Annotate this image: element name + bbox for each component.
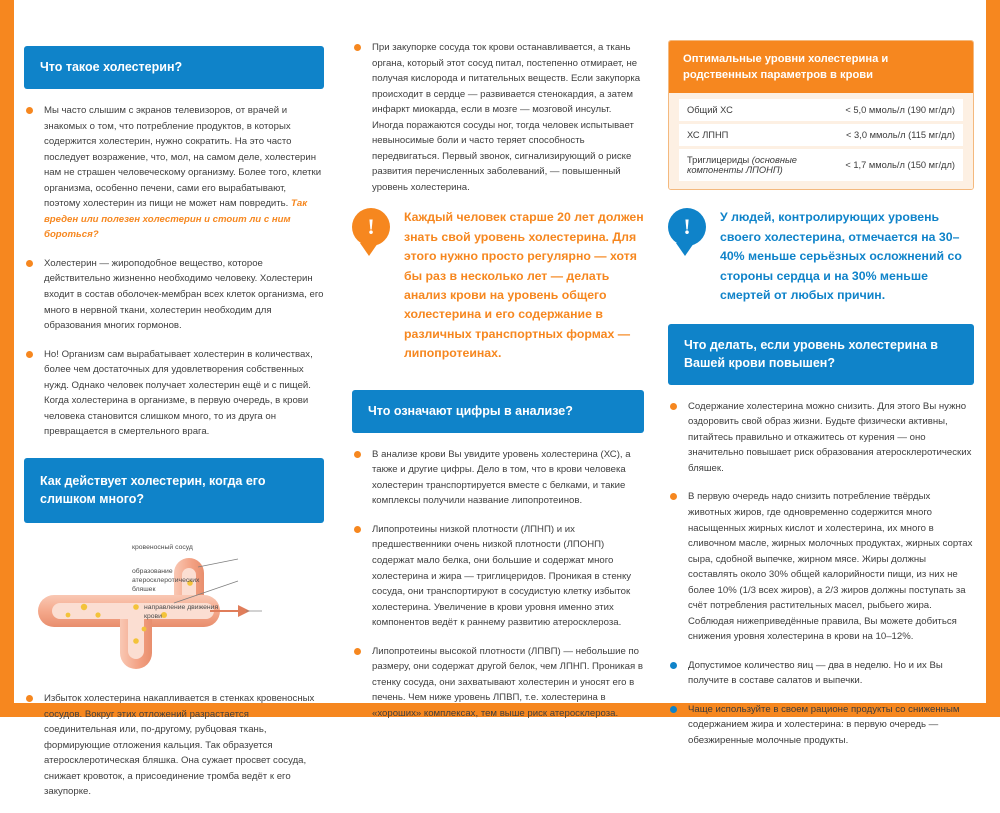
list-item: В первую очередь надо снизить потребление твёрдых животных жиров, где одновременно содержится много насыщенных жирных кислот и холестерина, их много в сливочном масле, жирных молочных продуктах, жирных сортах сыра, сдобной выпечке, жирном мясе. Жиры должны составлять около 30% общей калорийности пищи, из них не более 10% (1/3 всех жиров), а 2/3 жиров должны поступать за счёт потребления растительных масел, рыбьего жира. Соблюдая нижеприведённые правила, Вы можете добиться снижения уровня холестерина в крови на 10–12%. bbox=[668, 489, 974, 644]
column-middle bbox=[352, 40, 644, 734]
bullet-list-intro bbox=[24, 103, 324, 440]
table-cell-name: Общий ХС bbox=[679, 99, 837, 123]
bullet-list-rules bbox=[668, 658, 974, 749]
list-item: Но! Организм сам вырабатывает холестерин в количествах, более чем достаточных для удовлетворения собственных нужд. Однако человек получает холестерин ещё и с пищей. Когда холестерина в организме, в первую очередь, в крови человека становится слишком много, то из друга он превращается в смертельного врага. bbox=[24, 347, 324, 440]
card-title: Оптимальные уровни холестерина и родственных параметров в крови bbox=[669, 41, 973, 93]
bullet-list-plaque bbox=[24, 691, 324, 800]
table-row bbox=[679, 99, 963, 123]
exclamation-icon: ! bbox=[352, 208, 392, 252]
exclamation-icon: ! bbox=[668, 208, 708, 252]
callout-text: Каждый человек старше 20 лет должен знать свой уровень холестерина. Для этого нужно просто регулярно — хотя бы раз в несколько лет — делать анализ крови на уровень общего холестерина и его содержание в различных транспортных формах — липопротеинах. bbox=[404, 210, 644, 361]
emphasis-text: Так вреден или полезен холестерин и стоит ли с ним бороться? bbox=[44, 198, 308, 241]
section-heading-what-to-do: Что делать, если уровень холестерина в Вашей крови повышен? bbox=[668, 324, 974, 385]
table-cell-name: Триглицериды (основные компоненты ЛПОНП) bbox=[679, 148, 837, 182]
table-cell-value: < 1,7 ммоль/л (150 мг/дл) bbox=[837, 148, 963, 182]
list-item: Допустимое количество яиц — два в неделю. Но и их Вы получите в составе салатов и выпечки. bbox=[668, 658, 974, 689]
list-item: Избыток холестерина накапливается в стенках кровеносных сосудов. Вокруг этих отложений разрастается соединительная или, по-другому, рубцовая ткань, формирующие отложения кальция. Так образуется атеросклеротическая бляшка. Она сужает просвет сосуда, снижает кровоток, а присоединение тромба ведёт к его закупорке. bbox=[24, 691, 324, 800]
callout-control-benefit bbox=[668, 208, 974, 305]
left-orange-bar bbox=[0, 0, 14, 717]
table-cell-name: ХС ЛПНП bbox=[679, 123, 837, 148]
list-item: Липопротеины высокой плотности (ЛПВП) — небольшие по размеру, они содержат другой белок, чем ЛПНП. Проникая в стенку сосуда, они захватывают холестерин и уносят его в печень. Чем ниже уровень ЛПВП, т.е. холестерина в «хороших» комплексах, тем выше риск атеросклероза. bbox=[352, 644, 644, 722]
table-row bbox=[679, 148, 963, 182]
figure-label-vessel: кровеносный сосуд bbox=[132, 544, 193, 551]
callout-text: У людей, контролирующих уровень своего холестерина, отмечается на 30–40% меньше серьёзных осложнений со стороны сердца и на 30% меньше смертей от любых причин. bbox=[720, 210, 962, 303]
figure-label-plaque: образование атеросклеротических бляшек bbox=[132, 568, 200, 594]
artery-plaque-figure bbox=[24, 537, 324, 677]
table-row bbox=[679, 123, 963, 148]
callout-know-your-level bbox=[352, 208, 644, 363]
right-orange-bar bbox=[986, 0, 1000, 717]
list-item: Содержание холестерина можно снизить. Для этого Вы нужно оздоровить свой образ жизни. Будьте физически активны, питайтесь правильно и откажитесь от курения — оно значительно повышает риск образования атеросклеротических бляшек. bbox=[668, 399, 974, 477]
bullet-list-advice bbox=[668, 399, 974, 645]
bullet-list-occlusion bbox=[352, 40, 644, 195]
list-item: Липопротеины низкой плотности (ЛПНП) и их предшественники очень низкой плотности (ЛПОНП) содержат мало белка, они большие и содержат много холестерина и жира — триглицеридов. Проникая в стенку сосуда, они транспортируют в сосудистую клетку избыток холестерина. Увеличение в крови уровня именно этих компонентов ведёт к раннему развитию атеросклероза. bbox=[352, 522, 644, 631]
bullet-list-lipoproteins bbox=[352, 447, 644, 722]
column-left bbox=[24, 46, 324, 813]
section-heading-how-it-acts: Как действует холестерин, когда его слишком много? bbox=[24, 458, 324, 523]
table-cell-name-note: (основные компоненты ЛПОНП) bbox=[687, 155, 797, 176]
levels-table bbox=[679, 99, 963, 181]
section-heading-numbers-in-analysis: Что означают цифры в анализе? bbox=[352, 390, 644, 433]
table-cell-value: < 5,0 ммоль/л (190 мг/дл) bbox=[837, 99, 963, 123]
list-item: Мы часто слышим с экранов телевизоров, от врачей и знакомых о том, что потребление продуктов, в которых содержится холестерин, нужно сократить. На это часто последует возражение, что, мол, на самом деле, холестерин нам не страшен человеческому организму. Более того, клетки организма, особенно печени, сами его вырабатывают, поэтому холестерин из пищи не может нам повредить. Так вреден или полезен холестерин и стоит ли с ним бороться? bbox=[24, 103, 324, 243]
column-right bbox=[668, 40, 974, 761]
optimal-levels-card bbox=[668, 40, 974, 190]
figure-label-blood-flow: направление движения крови bbox=[144, 604, 219, 621]
list-item: В анализе крови Вы увидите уровень холестерина (ХС), а также и другие цифры. Дело в том, что в крови человека холестерин транспортируется вместе с белками, и такие комплексы получили название липопротеинов. bbox=[352, 447, 644, 509]
list-item: Чаще используйте в своем рационе продукты со сниженным содержанием жира и холестерина: в первую очередь — обезжиренные молочные продукты. bbox=[668, 702, 974, 749]
list-item: При закупорке сосуда ток крови останавливается, а ткань органа, который этот сосуд питал, постепенно отмирает, не получая кислорода и питательных веществ. Если закупорка происходит в сердце — развивается стенокардия, а затем инфаркт миокарда, если в мозге — мозговой инсульт. Иногда поражаются сосуды ног, тогда человек испытывает невыносимые боли и часто теряет способность передвигаться. Первый звонок, сигнализирующий о риске развития перечисленных заболеваний, — повышенный уровень холестерина. bbox=[352, 40, 644, 195]
list-item: Холестерин — жироподобное вещество, которое действительно жизненно необходимо человеку. Холестерин входит в состав оболочек-мембран всех клеток организма, его много в нервной ткани, холестерин необходим для образования многих гормонов. bbox=[24, 256, 324, 334]
section-heading-what-is-cholesterol: Что такое холестерин? bbox=[24, 46, 324, 89]
table-cell-value: < 3,0 ммоль/л (115 мг/дл) bbox=[837, 123, 963, 148]
